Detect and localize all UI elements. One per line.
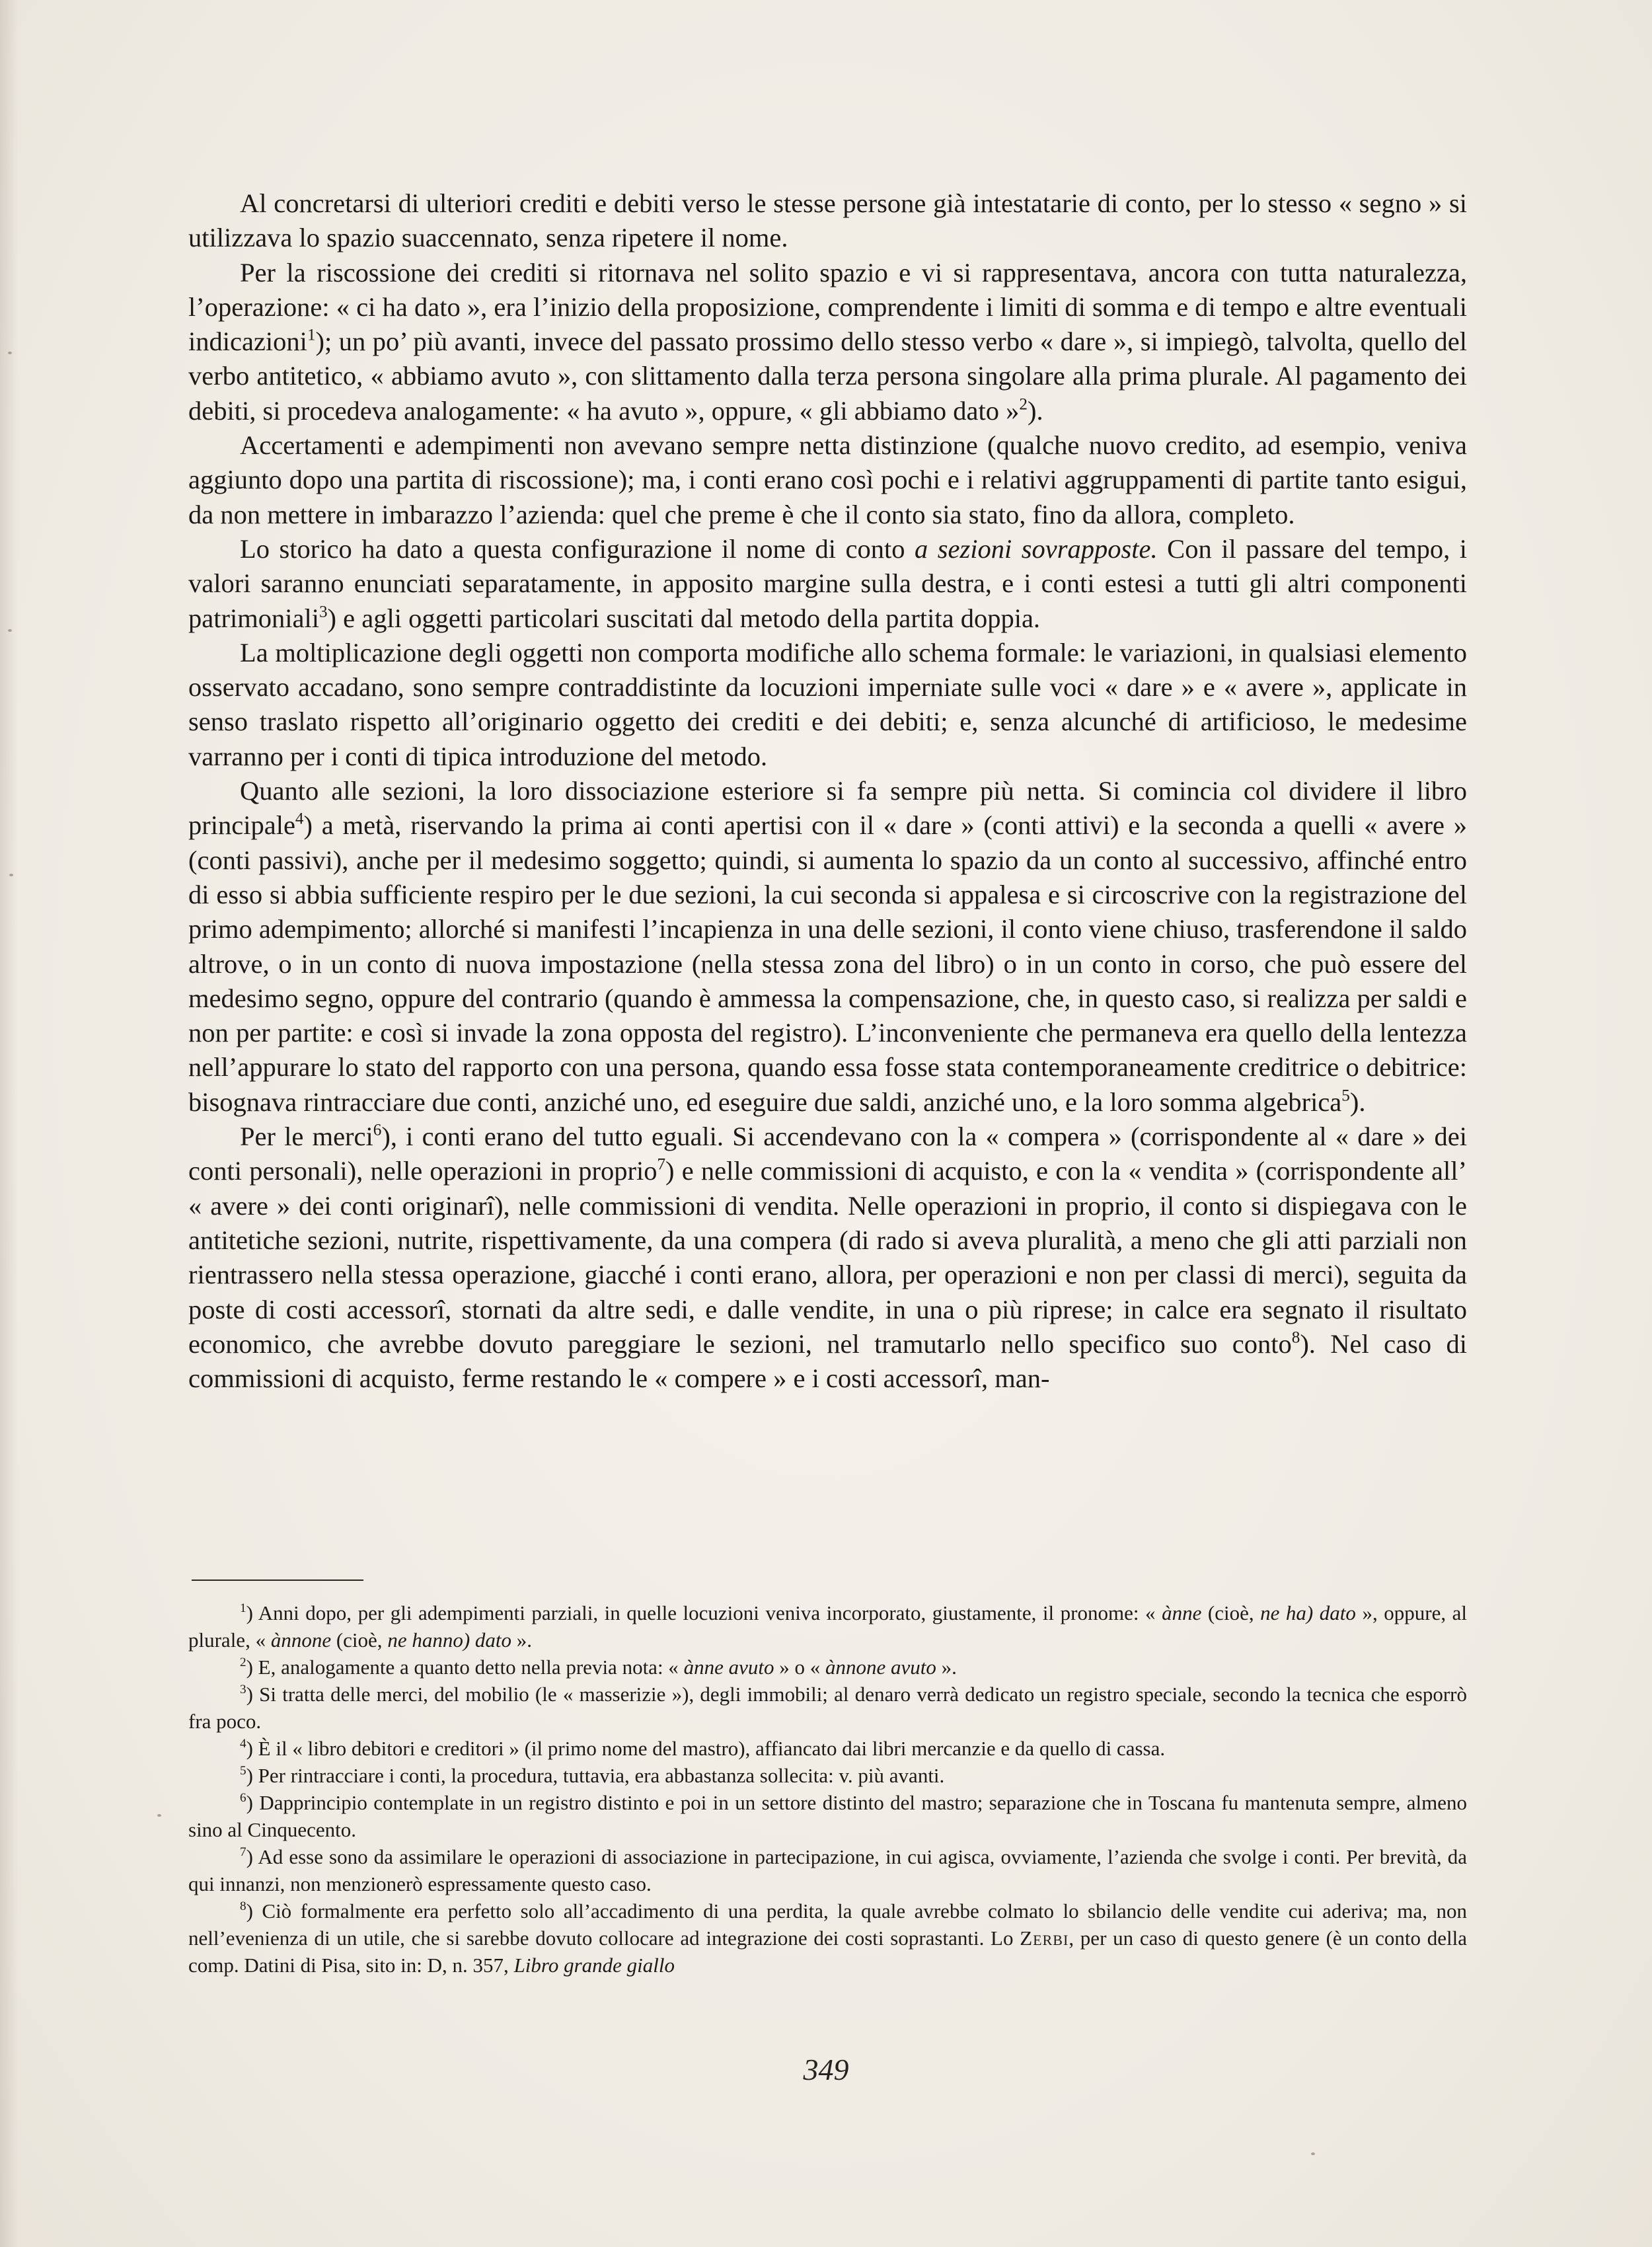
paragraph-4-italic: a sezioni sovrapposte. [915,533,1158,564]
footnote-3-text: ) Si tratta delle merci, del mobilio (le « masserizie »), degli immobili; al denaro verrà dedicato un registro speciale, secondo la tecnica che esporrò fra poco. [188,1683,1467,1733]
footnote-1-text-a: ) Anni dopo, per gli adempimenti parziali, in quelle locuzioni veniva incorporato, giustamente, il pronome: « [246,1601,1162,1624]
paragraph-5-text: La moltiplicazione degli oggetti non comporta modifiche allo schema formale: le variazioni, in qualsiasi elemento osservato accadano, sono sempre contraddistinte da locuzioni imperniate sulle voci « dare » e « avere », applicate in senso traslato rispetto all’originario oggetto dei crediti e dei debiti; e, senza alcunché di artificioso, le medesime varranno per i conti di tipica introduzione del metodo. [188,637,1467,771]
footnote-5-text: ) Per rintracciare i conti, la procedura, tuttavia, era abbastanza sollecita: v. più avanti. [246,1764,945,1787]
paragraph-2 [188,256,1467,428]
footnote-divider [192,1580,363,1581]
footnote-1-number: 1 [240,1601,246,1616]
paper-speck [157,1814,161,1817]
footnote-ref-4: 4 [295,810,304,828]
footnote-1-italic-1: ànne [1162,1601,1202,1624]
paragraph-1-text: Al concretarsi di ulteriori crediti e debiti verso le stesse persone già intestatarie di conto, per lo stesso « segno » si utilizzava lo spazio suaccennato, senza ripetere il nome. [188,188,1467,253]
paragraph-7 [188,1120,1467,1396]
footnote-7-text: ) Ad esse sono da assimilare le operazioni di associazione in partecipazione, in cui agisca, ovviamente, l’azienda che svolge i conti. Per brevità, da qui innanzi, non menzionerò espressamente questo caso. [188,1845,1467,1895]
footnote-7-number: 7 [240,1845,246,1860]
paper-speck [8,352,12,354]
paragraph-6-text-c: ). [1349,1086,1366,1117]
paragraph-4-text-a: Lo storico ha dato a questa configurazione il nome di conto [240,533,915,564]
paragraph-7-text-a: Per le merci [240,1122,373,1152]
footnote-1 [188,1599,1467,1654]
paragraph-7-text-c: ) e nelle commissioni di acquisto, e con la « vendita » (corrispondente all’ « avere » dei conti originarî), nelle commissioni di vendita. Nelle operazioni in proprio, il conto si dispiegava con le antitetiche sezioni, nutrite, rispettivamente, da una compera (di rado si aveva pluralità, a meno che gli atti parziali non rientrassero nella stessa operazione, giacché i conti erano, allora, per operazioni e non per classi di merci), seguita da poste di costi accessorî, stornati da altre sedi, e dalle vendite, in una o più riprese; in calce era segnato il risultato economico, che avrebbe dovuto pareggiare le sezioni, nel tramutarlo nello specifico suo conto [188,1156,1468,1359]
footnote-ref-7: 7 [657,1155,666,1174]
footnote-8-author: Zerbi [1020,1926,1069,1950]
footnote-8-number: 8 [240,1899,246,1914]
footnote-8-italic: Libro grande giallo [513,1954,675,1977]
paragraph-6-text-b: ) a metà, riservando la prima ai conti apertisi con il « dare » (conti attivi) e la seconda a quelli « avere » (conti passivi), anche per il medesimo soggetto; quindi, si aumenta lo spazio da un conto al successivo, affinché entro di esso si abbia sufficiente respiro per le due sezioni, la cui seconda si appalesa e si circoscrive con la registrazione del primo adempimento; allorché si manifesti l’incapienza in una delle sezioni, il conto viene chiuso, trasferendone il saldo altrove, o in un conto di nuova impostazione (nella stessa zona del libro) o in un conto in corso, che può essere del medesimo segno, oppure del contrario (quando è ammessa la compensazione, che, in questo caso, si realizza per saldi e non per partite: e così si invade la zona opposta del registro). L’inconveniente che permaneva era quello della lentezza nell’appurare lo stato del rapporto con una persona, quando essa fosse stata contemporaneamente creditrice o debitrice: bisognava rintracciare due conti, anziché uno, ed eseguire due saldi, anziché uno, e la loro somma algebrica [188,810,1467,1117]
footnote-ref-5: 5 [1341,1086,1350,1105]
footnote-5-number: 5 [240,1764,246,1778]
footnote-2-text-a: ) E, analogamente a quanto detto nella previa nota: « [246,1656,684,1679]
footnote-ref-2: 2 [1019,395,1028,414]
binding-edge-shadow [0,0,19,2247]
page-number: 349 [803,2053,849,2086]
footnote-ref-3: 3 [319,603,328,621]
paragraph-3 [188,428,1467,532]
footnote-ref-1: 1 [307,326,316,344]
footnote-2-number: 2 [240,1656,246,1670]
footnote-1-text-b: (cioè, [1201,1601,1261,1624]
paper-speck [9,874,13,876]
paragraph-7-text-b: ), i conti erano del tutto eguali. Si accendevano con la « compera » (corrispondente al « dare » dei conti personali), nelle operazioni in proprio [188,1122,1467,1186]
paragraph-1 [188,186,1467,256]
footnote-7 [188,1843,1467,1897]
footnote-5 [188,1762,1467,1789]
footnote-1-italic-4: ne hanno) dato [387,1628,512,1652]
footnote-1-italic-2: ne ha) dato [1260,1601,1356,1624]
footnote-2-italic-2: ànnone avuto [825,1656,936,1679]
footnote-3-number: 3 [240,1683,246,1697]
footnote-6 [188,1789,1467,1843]
footnote-1-text-e: ». [511,1628,533,1652]
paragraph-4-text-b: Con il passare del tempo, i valori saranno enunciati separatamente, in apposito margine sulla destra, e i conti estesi a tutti gli altri componenti patrimoniali [188,533,1467,633]
footnote-1-italic-3: ànnone [270,1628,332,1652]
footnote-2-text-c: ». [936,1656,957,1679]
footnote-2-text-b: » o « [774,1656,825,1679]
footnote-1-text-c: », oppure, al plurale, « [188,1601,1467,1652]
footnote-1-text-d: (cioè, [331,1628,388,1652]
footnote-2-italic-1: ànne avuto [683,1656,774,1679]
paragraph-2-text-b: ); un po’ più avanti, invece del passato prossimo dello stesso verbo « dare », si impiegò, talvolta, quello del verbo antitetico, « abbiamo avuto », con slittamento dalla terza persona singolare alla prima plurale. Al pagamento dei debiti, si procedeva analogamente: « ha avuto », oppure, « gli abbiamo dato » [188,326,1467,426]
footnote-4-text: ) È il « libro debitori e creditori » (il primo nome del mastro), affiancato dai libri mercanzie e da quello di cassa. [246,1737,1166,1760]
footnote-4 [188,1735,1467,1762]
footnote-6-text: ) Dapprincipio contemplate in un registro distinto e poi in un settore distinto del mastro; separazione che in Toscana fu mantenuta sempre, almeno sino al Cinquecento. [188,1791,1467,1841]
paper-speck [8,629,12,632]
paragraph-4-text-c: ) e agli oggetti particolari suscitati dal metodo della partita doppia. [327,603,1041,633]
paragraph-2-text-a: Per la riscossione dei crediti si ritornava nel solito spazio e vi si rappresentava, ancora con tutta naturalezza, l’operazione: « ci ha dato », era l’inizio della proposizione, comprendente i limiti di somma e di tempo e altre eventuali indicazioni [188,257,1467,357]
paragraph-2-text-c: ). [1027,395,1043,426]
footnote-3 [188,1681,1467,1735]
footnote-4-number: 4 [240,1737,246,1751]
footnote-8-text-a: ) Ciò formalmente era perfetto solo all’accadimento di una perdita, la quale avrebbe colmato lo sbilancio delle vendite cui aderiva; ma, non nell’evenienza di un utile, che si sarebbe dovuto collocare ad integrazione dei costi soprastanti. Lo [188,1899,1467,1950]
footnote-8 [188,1897,1467,1979]
paragraph-6-text-a: Quanto alle sezioni, la loro dissociazione esteriore si fa sempre più netta. Si comincia col dividere il libro principale [188,776,1467,841]
main-text [188,186,1467,1396]
paper-speck [1311,2152,1315,2155]
paragraph-3-text: Accertamenti e adempimenti non avevano sempre netta distinzione (qualche nuovo credito, ad esempio, veniva aggiunto dopo una partita di riscossione); ma, i conti erano così pochi e i relativi aggruppamenti di partite tanto esigui, da non mettere in imbarazzo l’azienda: quel che preme è che il conto sia stato, fino da allora, completo. [188,430,1467,529]
footnote-6-number: 6 [240,1791,246,1806]
paragraph-6 [188,774,1467,1120]
footnote-ref-6: 6 [373,1121,382,1139]
footnote-ref-8: 8 [1291,1328,1300,1347]
footnote-2 [188,1654,1467,1681]
paragraph-5 [188,636,1467,774]
footnotes [188,1599,1467,1979]
paragraph-7-text-d: ). Nel caso di commissioni di acquisto, ferme restando le « compere » e i costi accessorî, man- [188,1328,1468,1394]
footnote-8-text-b: , per un caso di questo genere (è un conto della comp. Datini di Pisa, sito in: D, n. 357, [188,1926,1467,1977]
paragraph-4 [188,532,1467,636]
